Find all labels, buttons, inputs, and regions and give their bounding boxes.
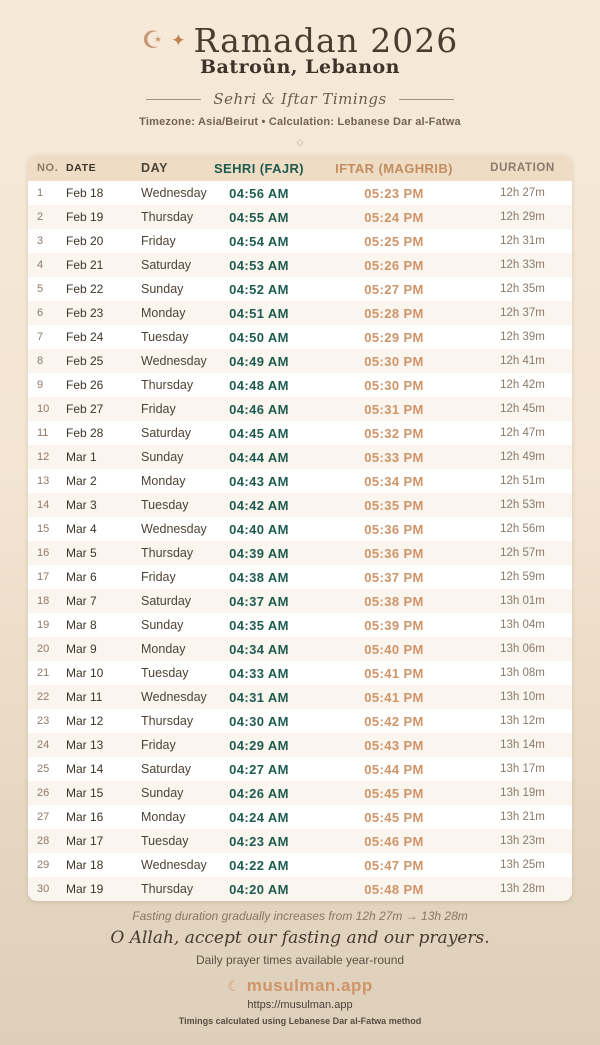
table-row bbox=[28, 709, 572, 733]
row-date: Mar 5 bbox=[66, 546, 97, 560]
timezone-calculation-meta: Timezone: Asia/Beirut • Calculation: Lebanese Dar al-Fatwa bbox=[139, 116, 461, 128]
row-duration: 12h 33m bbox=[500, 259, 545, 271]
row-day: Sunday bbox=[141, 786, 184, 800]
row-duration: 13h 28m bbox=[500, 883, 545, 895]
table-row bbox=[28, 805, 572, 829]
page-subtitle: Sehri & Iftar Timings bbox=[213, 90, 387, 108]
row-duration: 13h 04m bbox=[500, 619, 545, 631]
row-iftar-time: 05:36 PM bbox=[364, 521, 424, 537]
row-day: Thursday bbox=[141, 714, 194, 728]
table-row bbox=[28, 661, 572, 685]
row-day: Monday bbox=[141, 642, 186, 656]
row-duration: 13h 19m bbox=[500, 787, 545, 799]
row-iftar-time: 05:31 PM bbox=[364, 401, 424, 417]
title-row bbox=[0, 20, 600, 60]
row-duration: 12h 49m bbox=[500, 451, 545, 463]
row-number: 3 bbox=[37, 235, 44, 247]
row-date: Feb 21 bbox=[66, 258, 104, 272]
row-number: 28 bbox=[37, 835, 50, 847]
timings-table bbox=[28, 155, 572, 901]
row-number: 1 bbox=[37, 187, 44, 199]
column-header-day: DAY bbox=[141, 161, 169, 175]
row-sehri-time: 04:35 AM bbox=[229, 617, 289, 633]
row-duration: 12h 31m bbox=[500, 235, 545, 247]
row-date: Mar 4 bbox=[66, 522, 97, 536]
row-sehri-time: 04:45 AM bbox=[229, 425, 289, 441]
row-iftar-time: 05:23 PM bbox=[364, 185, 424, 201]
row-day: Sunday bbox=[141, 618, 184, 632]
row-day: Thursday bbox=[141, 546, 194, 560]
table-row bbox=[28, 757, 572, 781]
row-number: 8 bbox=[37, 355, 44, 367]
table-row bbox=[28, 373, 572, 397]
row-duration: 12h 51m bbox=[500, 475, 545, 487]
table-row bbox=[28, 277, 572, 301]
row-number: 14 bbox=[37, 499, 50, 511]
row-duration: 12h 39m bbox=[500, 331, 545, 343]
row-date: Mar 8 bbox=[66, 618, 97, 632]
row-date: Feb 28 bbox=[66, 426, 104, 440]
row-sehri-time: 04:50 AM bbox=[229, 329, 289, 345]
row-sehri-time: 04:37 AM bbox=[229, 593, 289, 609]
table-row bbox=[28, 853, 572, 877]
row-iftar-time: 05:35 PM bbox=[364, 497, 424, 513]
row-number: 21 bbox=[37, 667, 50, 679]
table-row bbox=[28, 613, 572, 637]
table-row bbox=[28, 493, 572, 517]
row-iftar-time: 05:33 PM bbox=[364, 449, 424, 465]
row-sehri-time: 04:29 AM bbox=[229, 737, 289, 753]
row-sehri-time: 04:51 AM bbox=[229, 305, 289, 321]
row-day: Tuesday bbox=[141, 330, 189, 344]
row-day: Friday bbox=[141, 402, 176, 416]
row-date: Feb 25 bbox=[66, 354, 104, 368]
row-duration: 13h 21m bbox=[500, 811, 545, 823]
row-duration: 12h 42m bbox=[500, 379, 545, 391]
row-sehri-time: 04:48 AM bbox=[229, 377, 289, 393]
row-day: Tuesday bbox=[141, 834, 189, 848]
table-body bbox=[28, 181, 572, 901]
table-row bbox=[28, 421, 572, 445]
location-title: Batroûn, Lebanon bbox=[199, 56, 401, 78]
row-number: 27 bbox=[37, 811, 50, 823]
row-date: Mar 10 bbox=[66, 666, 104, 680]
duration-note: Fasting duration gradually increases from 12h 27m → 13h 28m bbox=[132, 909, 468, 923]
row-number: 25 bbox=[37, 763, 50, 775]
row-date: Mar 12 bbox=[66, 714, 104, 728]
row-number: 30 bbox=[37, 883, 50, 895]
row-day: Friday bbox=[141, 738, 176, 752]
column-header-no: NO. bbox=[37, 162, 59, 174]
table-row bbox=[28, 397, 572, 421]
table-row bbox=[28, 517, 572, 541]
row-date: Mar 9 bbox=[66, 642, 97, 656]
row-iftar-time: 05:39 PM bbox=[364, 617, 424, 633]
row-number: 20 bbox=[37, 643, 50, 655]
row-iftar-time: 05:44 PM bbox=[364, 761, 424, 777]
row-duration: 12h 45m bbox=[500, 403, 545, 415]
column-header-iftar: IFTAR (MAGHRIB) bbox=[335, 160, 453, 176]
row-iftar-time: 05:30 PM bbox=[364, 377, 424, 393]
table-row bbox=[28, 181, 572, 205]
row-duration: 13h 25m bbox=[500, 859, 545, 871]
row-date: Mar 2 bbox=[66, 474, 97, 488]
row-duration: 13h 14m bbox=[500, 739, 545, 751]
row-duration: 13h 06m bbox=[500, 643, 545, 655]
column-header-sehri: SEHRI (FAJR) bbox=[213, 160, 305, 176]
row-duration: 12h 41m bbox=[500, 355, 545, 367]
table-row bbox=[28, 781, 572, 805]
table-row bbox=[28, 565, 572, 589]
row-number: 22 bbox=[37, 691, 50, 703]
row-sehri-time: 04:46 AM bbox=[229, 401, 289, 417]
row-number: 18 bbox=[37, 595, 50, 607]
table-row bbox=[28, 325, 572, 349]
row-number: 29 bbox=[37, 859, 50, 871]
row-number: 5 bbox=[37, 283, 44, 295]
row-sehri-time: 04:39 AM bbox=[229, 545, 289, 561]
row-day: Saturday bbox=[141, 594, 192, 608]
row-day: Sunday bbox=[141, 450, 184, 464]
row-number: 12 bbox=[37, 451, 50, 463]
row-day: Monday bbox=[141, 810, 186, 824]
row-iftar-time: 05:41 PM bbox=[364, 689, 424, 705]
row-duration: 13h 10m bbox=[500, 691, 545, 703]
row-day: Wednesday bbox=[141, 186, 207, 200]
row-number: 6 bbox=[37, 307, 44, 319]
table-row bbox=[28, 685, 572, 709]
table-row bbox=[28, 733, 572, 757]
row-number: 15 bbox=[37, 523, 50, 535]
row-number: 26 bbox=[37, 787, 50, 799]
row-duration: 13h 01m bbox=[500, 595, 545, 607]
divider-line-right bbox=[399, 99, 454, 100]
row-day: Friday bbox=[141, 570, 176, 584]
row-iftar-time: 05:26 PM bbox=[364, 257, 424, 273]
row-duration: 12h 35m bbox=[500, 283, 545, 295]
row-iftar-time: 05:47 PM bbox=[364, 857, 424, 873]
row-day: Monday bbox=[141, 306, 186, 320]
row-sehri-time: 04:44 AM bbox=[229, 449, 289, 465]
row-iftar-time: 05:48 PM bbox=[364, 881, 424, 897]
row-iftar-time: 05:46 PM bbox=[364, 833, 424, 849]
row-iftar-time: 05:30 PM bbox=[364, 353, 424, 369]
page-footer bbox=[0, 909, 600, 1026]
divider-line-left bbox=[146, 99, 201, 100]
row-date: Mar 18 bbox=[66, 858, 104, 872]
table-row bbox=[28, 589, 572, 613]
row-day: Wednesday bbox=[141, 858, 207, 872]
row-date: Mar 11 bbox=[66, 690, 103, 704]
table-row bbox=[28, 301, 572, 325]
row-date: Mar 6 bbox=[66, 570, 97, 584]
row-date: Feb 20 bbox=[66, 234, 104, 248]
brand-row[interactable] bbox=[0, 976, 600, 996]
row-sehri-time: 04:42 AM bbox=[229, 497, 289, 513]
row-sehri-time: 04:49 AM bbox=[229, 353, 289, 369]
row-duration: 13h 23m bbox=[500, 835, 545, 847]
subtitle-divider bbox=[0, 91, 600, 107]
row-sehri-time: 04:27 AM bbox=[229, 761, 289, 777]
row-number: 4 bbox=[37, 259, 44, 271]
row-day: Thursday bbox=[141, 378, 194, 392]
row-sehri-time: 04:34 AM bbox=[229, 641, 289, 657]
row-iftar-time: 05:40 PM bbox=[364, 641, 424, 657]
row-sehri-time: 04:31 AM bbox=[229, 689, 289, 705]
row-iftar-time: 05:45 PM bbox=[364, 809, 424, 825]
row-date: Feb 18 bbox=[66, 186, 104, 200]
row-sehri-time: 04:33 AM bbox=[229, 665, 289, 681]
row-iftar-time: 05:41 PM bbox=[364, 665, 424, 681]
row-duration: 12h 56m bbox=[500, 523, 545, 535]
brand-crescent-icon: ☾ bbox=[227, 978, 240, 994]
row-date: Feb 23 bbox=[66, 306, 104, 320]
row-day: Sunday bbox=[141, 282, 184, 296]
row-date: Feb 26 bbox=[66, 378, 104, 392]
row-sehri-time: 04:20 AM bbox=[229, 881, 289, 897]
brand-url[interactable]: https://musulman.app bbox=[247, 999, 353, 1011]
row-day: Wednesday bbox=[141, 690, 207, 704]
row-iftar-time: 05:37 PM bbox=[364, 569, 424, 585]
diamond-separator-icon: ◇ bbox=[296, 137, 304, 147]
table-row bbox=[28, 349, 572, 373]
row-date: Feb 27 bbox=[66, 402, 104, 416]
row-iftar-time: 05:27 PM bbox=[364, 281, 424, 297]
row-day: Saturday bbox=[141, 762, 192, 776]
method-note: Timings calculated using Lebanese Dar al-Fatwa method bbox=[178, 1016, 422, 1026]
row-number: 2 bbox=[37, 211, 44, 223]
row-date: Mar 17 bbox=[66, 834, 104, 848]
crescent-star-icon: ☪ bbox=[141, 27, 164, 54]
row-iftar-time: 05:42 PM bbox=[364, 713, 424, 729]
table-row bbox=[28, 229, 572, 253]
row-day: Monday bbox=[141, 474, 186, 488]
row-date: Mar 3 bbox=[66, 498, 97, 512]
row-day: Tuesday bbox=[141, 498, 189, 512]
row-sehri-time: 04:53 AM bbox=[229, 257, 289, 273]
table-header-row bbox=[28, 155, 572, 181]
row-date: Feb 24 bbox=[66, 330, 104, 344]
row-date: Mar 13 bbox=[66, 738, 104, 752]
row-date: Feb 19 bbox=[66, 210, 104, 224]
row-day: Wednesday bbox=[141, 522, 207, 536]
row-duration: 12h 59m bbox=[500, 571, 545, 583]
row-sehri-time: 04:24 AM bbox=[229, 809, 289, 825]
row-number: 24 bbox=[37, 739, 50, 751]
column-header-date: DATE bbox=[66, 162, 97, 174]
table-row bbox=[28, 205, 572, 229]
row-duration: 12h 47m bbox=[500, 427, 545, 439]
row-number: 10 bbox=[37, 403, 50, 415]
row-date: Mar 16 bbox=[66, 810, 104, 824]
row-date: Mar 19 bbox=[66, 882, 104, 896]
row-number: 11 bbox=[37, 427, 49, 439]
row-sehri-time: 04:38 AM bbox=[229, 569, 289, 585]
row-duration: 12h 57m bbox=[500, 547, 545, 559]
row-sehri-time: 04:22 AM bbox=[229, 857, 289, 873]
table-row bbox=[28, 469, 572, 493]
table-row bbox=[28, 445, 572, 469]
row-number: 19 bbox=[37, 619, 50, 631]
sparkle-icon: ✦ bbox=[171, 30, 186, 50]
row-date: Feb 22 bbox=[66, 282, 104, 296]
row-date: Mar 1 bbox=[66, 450, 97, 464]
row-sehri-time: 04:52 AM bbox=[229, 281, 289, 297]
availability-note: Daily prayer times available year-round bbox=[195, 953, 405, 967]
row-iftar-time: 05:36 PM bbox=[364, 545, 424, 561]
table-row bbox=[28, 541, 572, 565]
row-date: Mar 7 bbox=[66, 594, 97, 608]
row-date: Mar 15 bbox=[66, 786, 104, 800]
row-iftar-time: 05:34 PM bbox=[364, 473, 424, 489]
page-header bbox=[0, 0, 600, 148]
row-duration: 12h 53m bbox=[500, 499, 545, 511]
row-iftar-time: 05:28 PM bbox=[364, 305, 424, 321]
row-duration: 13h 17m bbox=[500, 763, 545, 775]
row-day: Saturday bbox=[141, 258, 192, 272]
row-number: 7 bbox=[37, 331, 44, 343]
dua-text: O Allah, accept our fasting and our prayers. bbox=[110, 928, 490, 948]
row-day: Thursday bbox=[141, 882, 194, 896]
row-number: 9 bbox=[37, 379, 44, 391]
row-duration: 12h 37m bbox=[500, 307, 545, 319]
row-sehri-time: 04:56 AM bbox=[229, 185, 289, 201]
table-row bbox=[28, 637, 572, 661]
row-number: 13 bbox=[37, 475, 50, 487]
row-duration: 12h 27m bbox=[500, 187, 545, 199]
row-sehri-time: 04:54 AM bbox=[229, 233, 289, 249]
table-row bbox=[28, 253, 572, 277]
table-row bbox=[28, 877, 572, 901]
row-iftar-time: 05:45 PM bbox=[364, 785, 424, 801]
row-iftar-time: 05:32 PM bbox=[364, 425, 424, 441]
row-iftar-time: 05:43 PM bbox=[364, 737, 424, 753]
row-number: 23 bbox=[37, 715, 50, 727]
row-sehri-time: 04:26 AM bbox=[229, 785, 289, 801]
table-row bbox=[28, 829, 572, 853]
row-sehri-time: 04:55 AM bbox=[229, 209, 289, 225]
row-day: Saturday bbox=[141, 426, 192, 440]
row-sehri-time: 04:30 AM bbox=[229, 713, 289, 729]
row-iftar-time: 05:29 PM bbox=[364, 329, 424, 345]
row-iftar-time: 05:38 PM bbox=[364, 593, 424, 609]
row-date: Mar 14 bbox=[66, 762, 104, 776]
row-day: Friday bbox=[141, 234, 176, 248]
row-day: Thursday bbox=[141, 210, 194, 224]
row-duration: 12h 29m bbox=[500, 211, 545, 223]
row-number: 16 bbox=[37, 547, 50, 559]
row-duration: 13h 12m bbox=[500, 715, 545, 727]
row-day: Wednesday bbox=[141, 354, 207, 368]
row-duration: 13h 08m bbox=[500, 667, 545, 679]
row-sehri-time: 04:40 AM bbox=[229, 521, 289, 537]
row-iftar-time: 05:25 PM bbox=[364, 233, 424, 249]
row-number: 17 bbox=[37, 571, 50, 583]
column-header-duration: DURATION bbox=[490, 162, 555, 174]
page-title: Ramadan 2026 bbox=[193, 20, 459, 60]
row-iftar-time: 05:24 PM bbox=[364, 209, 424, 225]
row-day: Tuesday bbox=[141, 666, 189, 680]
row-sehri-time: 04:23 AM bbox=[229, 833, 289, 849]
brand-link[interactable]: musulman.app bbox=[246, 976, 373, 995]
row-sehri-time: 04:43 AM bbox=[229, 473, 289, 489]
